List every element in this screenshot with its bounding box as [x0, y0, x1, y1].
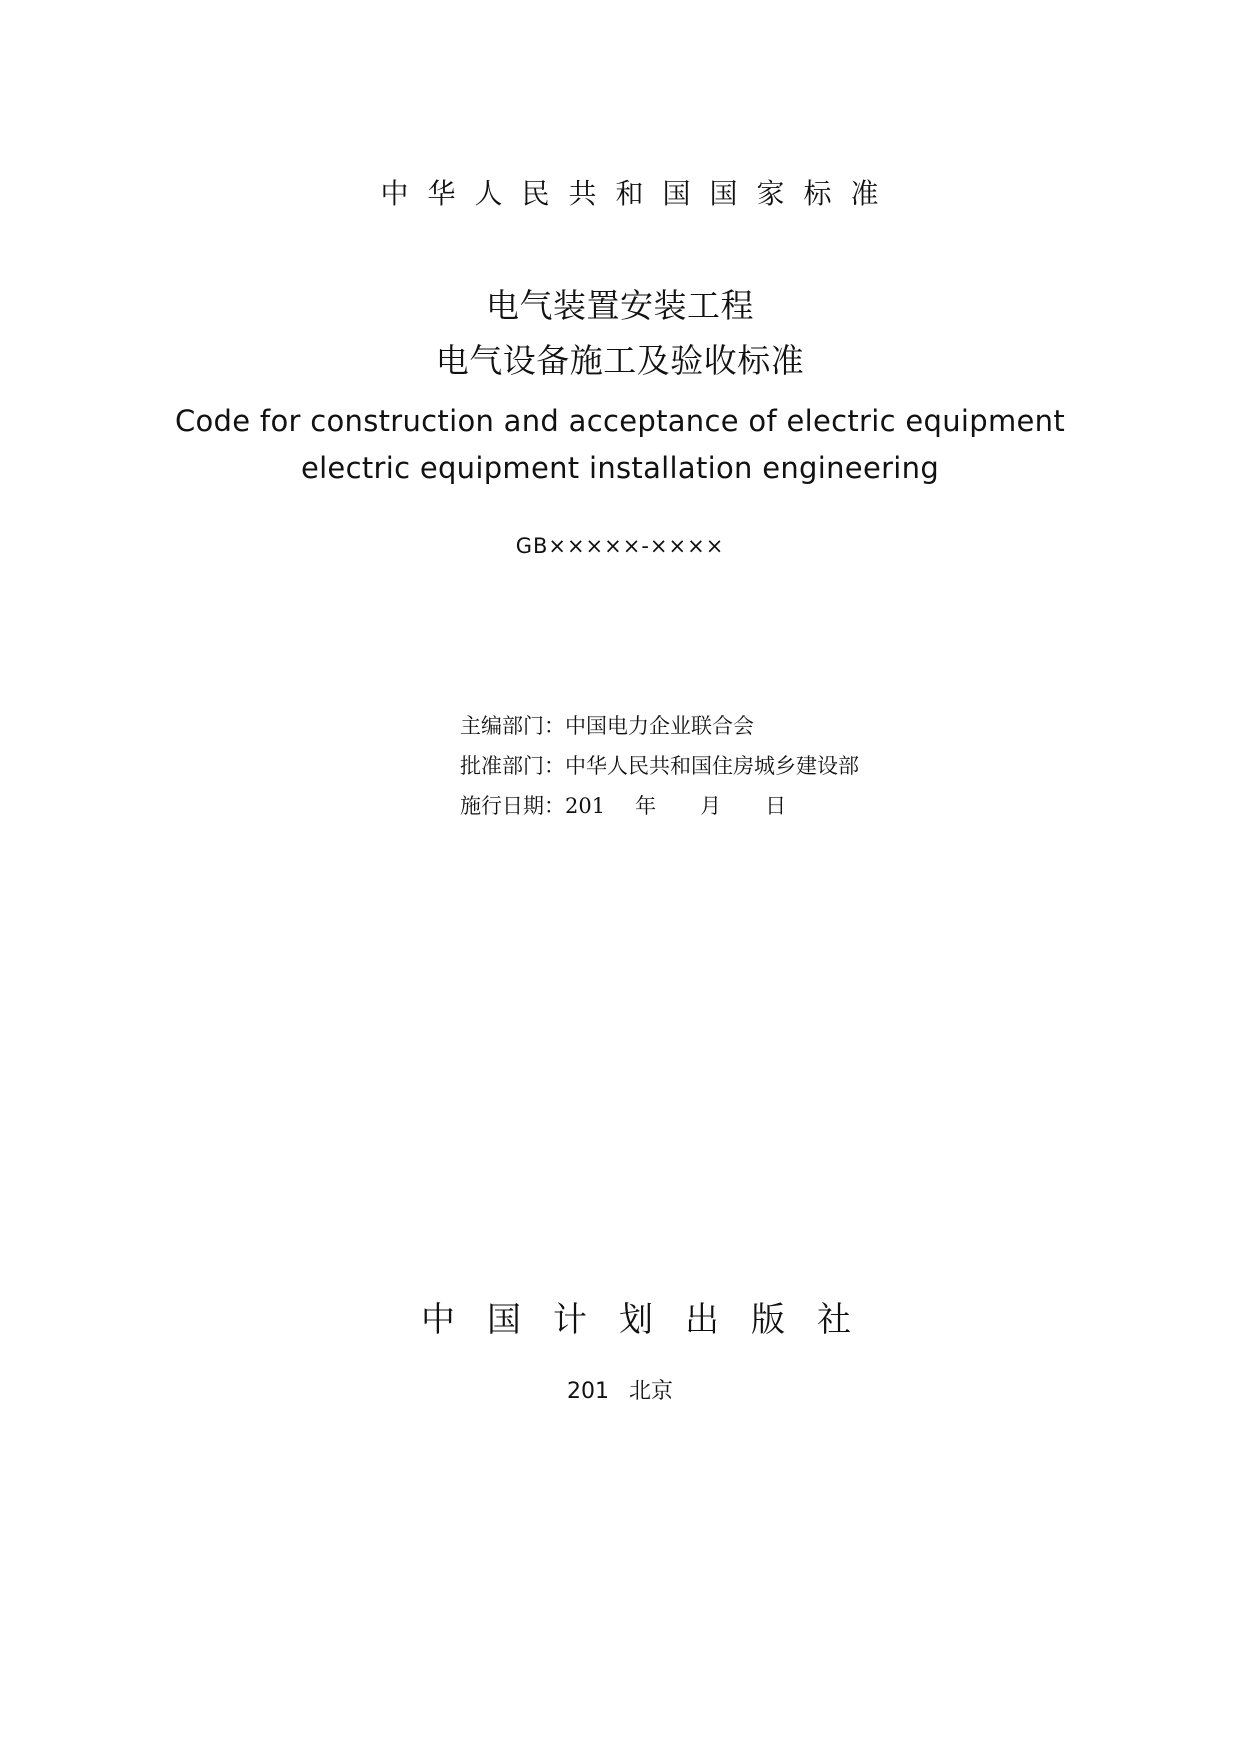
title-en-line2: electric equipment installation engineering [300, 451, 940, 485]
title-en-line1: Code for construction and acceptance of electric equipment [174, 404, 1066, 438]
title-cn-line1: 电气装置安装工程 [486, 286, 754, 325]
chief-editor-label: 主编部门： [460, 714, 565, 738]
effective-date-year-unit: 年 [635, 794, 657, 818]
publish-city: 北京 [628, 1379, 673, 1404]
publisher-name: 中国计划出版社 [421, 1300, 883, 1340]
publish-year-city [0, 1374, 1240, 1405]
approval-label: 批准部门： [460, 754, 565, 778]
effective-date-year: 201 [565, 794, 606, 818]
chief-editor-value: 中国电力企业联合会 [565, 714, 754, 738]
approval-row [460, 746, 859, 786]
title-cn-line2: 电气设备施工及验收标准 [435, 341, 805, 380]
chief-editor-row [460, 706, 859, 746]
effective-date-day-unit: 日 [765, 794, 787, 818]
national-standard-heading: 中华人民共和国国家标准 [380, 177, 898, 210]
publish-year: 201 [566, 1379, 609, 1404]
approval-value: 中华人民共和国住房城乡建设部 [565, 754, 859, 778]
standard-number: GB×××××-×××× [515, 534, 725, 558]
effective-date-row [460, 786, 859, 826]
info-block [460, 706, 859, 826]
effective-date-label: 施行日期： [460, 794, 565, 818]
effective-date-month-unit: 月 [700, 794, 722, 818]
